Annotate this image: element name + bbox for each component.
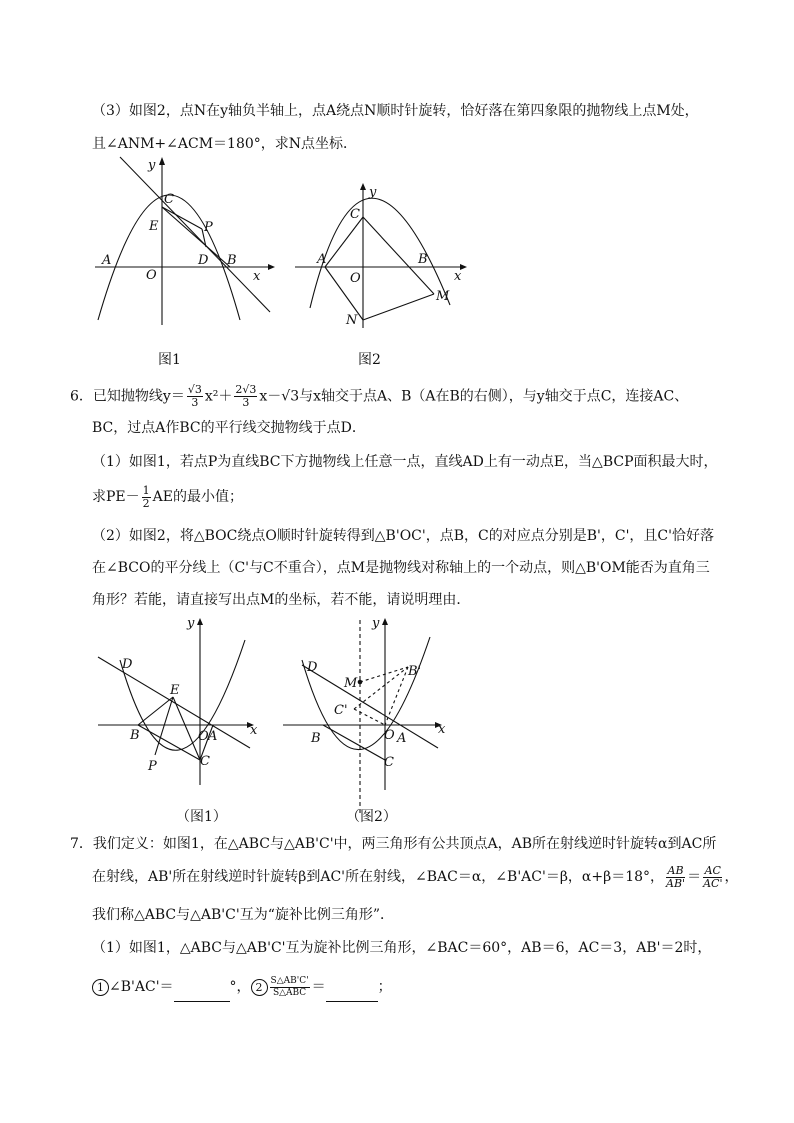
label-o: O — [384, 728, 395, 743]
q6-x2: x²＋ — [204, 388, 233, 405]
y-axis-arrow — [197, 618, 203, 625]
label-b: B — [418, 252, 428, 267]
figure-1-mid — [95, 615, 270, 790]
label-d: D — [307, 660, 318, 675]
segment-mb1 — [360, 667, 408, 682]
q7-line3: 我们称△ABC与△AB'C'互为“旋补比例三角形”． — [92, 907, 395, 923]
q7-part1-answers — [92, 972, 392, 1002]
label-x: x — [253, 269, 261, 284]
q6-coef1-num: √3 — [187, 383, 202, 396]
q7-degree-sep: °， — [229, 979, 251, 995]
label-n: N — [346, 313, 358, 328]
label-e: E — [149, 219, 159, 234]
q7-line1 — [70, 834, 716, 854]
q6-intro-a: 已知抛物线y＝ — [92, 388, 185, 405]
line-ad — [98, 657, 250, 748]
q7-area-ratio — [270, 976, 310, 999]
label-c: C — [384, 755, 394, 770]
q6-part1-line1: （1）如图1，若点P为直线BC下方抛物线上任意一点，直线AD上有一动点E，当△BCP面积最大时， — [92, 454, 718, 470]
label-y: y — [372, 616, 380, 631]
answer-blank-2[interactable] — [326, 987, 378, 1002]
q6-coef2-num: 2√3 — [235, 383, 257, 396]
y-axis-arrow — [360, 183, 366, 190]
q7-ratio1-den: AB' — [666, 876, 686, 890]
label-d: D — [122, 657, 133, 672]
parabola — [310, 198, 450, 308]
x-axis-arrow — [268, 264, 275, 270]
q7-ratio1 — [666, 865, 685, 890]
q6-number: 6． — [70, 388, 93, 405]
circled-2: 2 — [251, 979, 268, 996]
label-y: y — [369, 185, 377, 200]
q6-line1 — [70, 384, 688, 408]
label-m: M — [436, 289, 450, 304]
q6-part2-line1: （2）如图2，将△BOC绕点O顺时针旋转得到△B'OC'，点B，C的对应点分别是B'，C'，且C'恰好落 — [92, 528, 714, 544]
q7-line1-text: 我们定义：如图1，在△ABC与△AB'C'中，两三角形有公共顶点A，AB所在射线逆时针旋转α到AC所 — [92, 836, 717, 852]
q7-area-num: S△AB'C' — [270, 975, 309, 986]
q6-coef2-den: 3 — [242, 396, 250, 409]
segment-c1o — [354, 709, 385, 725]
q6-part2-line2: 在∠BCO的平分线上（C'与C不重合），点M是抛物线对称轴上的一个动点，则△B'OM能否为直角三 — [92, 560, 710, 576]
label-d: D — [198, 253, 209, 268]
q7-line2-text: 在射线，AB'所在射线逆时针旋转β到AC'所在射线，∠BAC＝α，∠B'AC'＝β，α+β＝18°， — [92, 869, 665, 885]
figure-2-mid — [280, 615, 460, 815]
parabola — [302, 637, 430, 750]
segment-be — [138, 697, 173, 725]
q7-area-eq: ＝ — [311, 979, 326, 995]
q7-ratio1-num: AB — [667, 863, 684, 877]
label-o: O — [198, 729, 209, 744]
segment-bc — [138, 725, 200, 760]
label-o: O — [350, 271, 361, 286]
q7-ratio2-num: AC — [704, 863, 721, 877]
q7-line2 — [92, 862, 738, 892]
y-axis-arrow — [382, 618, 388, 625]
label-y: y — [148, 158, 156, 173]
figure-1-top — [90, 155, 275, 330]
label-c: C — [164, 192, 174, 207]
label-o: O — [146, 268, 157, 283]
label-b-prime: B' — [408, 664, 422, 679]
line-ad — [120, 157, 270, 312]
figure-2-top — [290, 180, 475, 335]
q7-end: ； — [377, 979, 392, 995]
q6-half-num: 1 — [142, 483, 150, 497]
label-c: C — [200, 754, 210, 769]
q7-number: 7． — [70, 836, 93, 852]
label-y: y — [187, 616, 195, 631]
q7-angle-label: ∠B'AC'＝ — [109, 979, 174, 995]
label-x: x — [454, 269, 462, 284]
q6-coef1 — [187, 384, 203, 409]
q6-coef1-den: 3 — [191, 396, 199, 409]
label-a: A — [208, 729, 218, 744]
label-a: A — [317, 252, 327, 267]
q6-part1-line2 — [92, 484, 243, 510]
q6-part2-line3: 角形？若能，请直接写出点M的坐标，若不能，请说明理由． — [92, 592, 471, 608]
label-b: B — [311, 731, 321, 746]
q6-coef2 — [234, 384, 257, 409]
q7-eq: ＝ — [687, 869, 702, 885]
label-p: P — [148, 759, 157, 774]
figure-2-top-caption: 图2 — [358, 352, 381, 368]
label-a: A — [102, 253, 112, 268]
q5-part3-line2: 且∠ANM+∠ACM＝180°，求N点坐标． — [92, 136, 358, 152]
q6-part1-pe: 求PE－ — [92, 489, 140, 505]
label-a: A — [397, 731, 407, 746]
figure-2-mid-caption: （图2） — [346, 809, 397, 825]
point-m — [358, 680, 363, 685]
answer-blank-1[interactable] — [174, 987, 230, 1002]
q6-half — [142, 485, 151, 510]
q5-part3-line1: （3）如图2，点N在y轴负半轴上，点A绕点N顺时针旋转，恰好落在第四象限的抛物线上点M处， — [92, 103, 699, 119]
q6-line2: BC，过点A作BC的平行线交抛物线于点D． — [92, 420, 366, 436]
segment-c1b1 — [354, 667, 408, 709]
q6-half-den: 2 — [142, 496, 150, 510]
label-b: B — [130, 728, 140, 743]
figure-1-top-caption: 图1 — [158, 352, 181, 368]
segment-cp — [162, 207, 202, 229]
label-e: E — [170, 683, 180, 698]
figure-1-mid-caption: （图1） — [176, 809, 227, 825]
q7-line2-end: ， — [724, 869, 739, 885]
q6-part1-ae: AE的最小值； — [152, 489, 243, 505]
q7-part1: （1）如图1，△ABC与△AB'C'互为旋补比例三角形，∠BAC＝60°，AB＝6，AC＝3，AB'＝2时， — [92, 940, 712, 956]
label-x: x — [438, 722, 446, 737]
q7-ratio2 — [703, 865, 722, 890]
label-c: C — [350, 207, 360, 222]
segment-nm — [363, 294, 434, 320]
label-c-prime: C' — [334, 703, 348, 718]
label-b: B — [227, 253, 237, 268]
label-p: P — [204, 220, 213, 235]
circled-1: 1 — [92, 979, 109, 996]
q6-intro-b: x－√3与x轴交于点A、B（A在B的右侧），与y轴交于点C，连接AC、 — [259, 388, 689, 405]
segment-cb — [162, 207, 230, 267]
q7-area-den: S△ABC — [272, 987, 307, 998]
label-x: x — [250, 723, 258, 738]
y-axis-arrow — [159, 157, 165, 165]
label-m: M — [344, 676, 358, 691]
q7-ratio2-den: AC' — [703, 876, 723, 890]
